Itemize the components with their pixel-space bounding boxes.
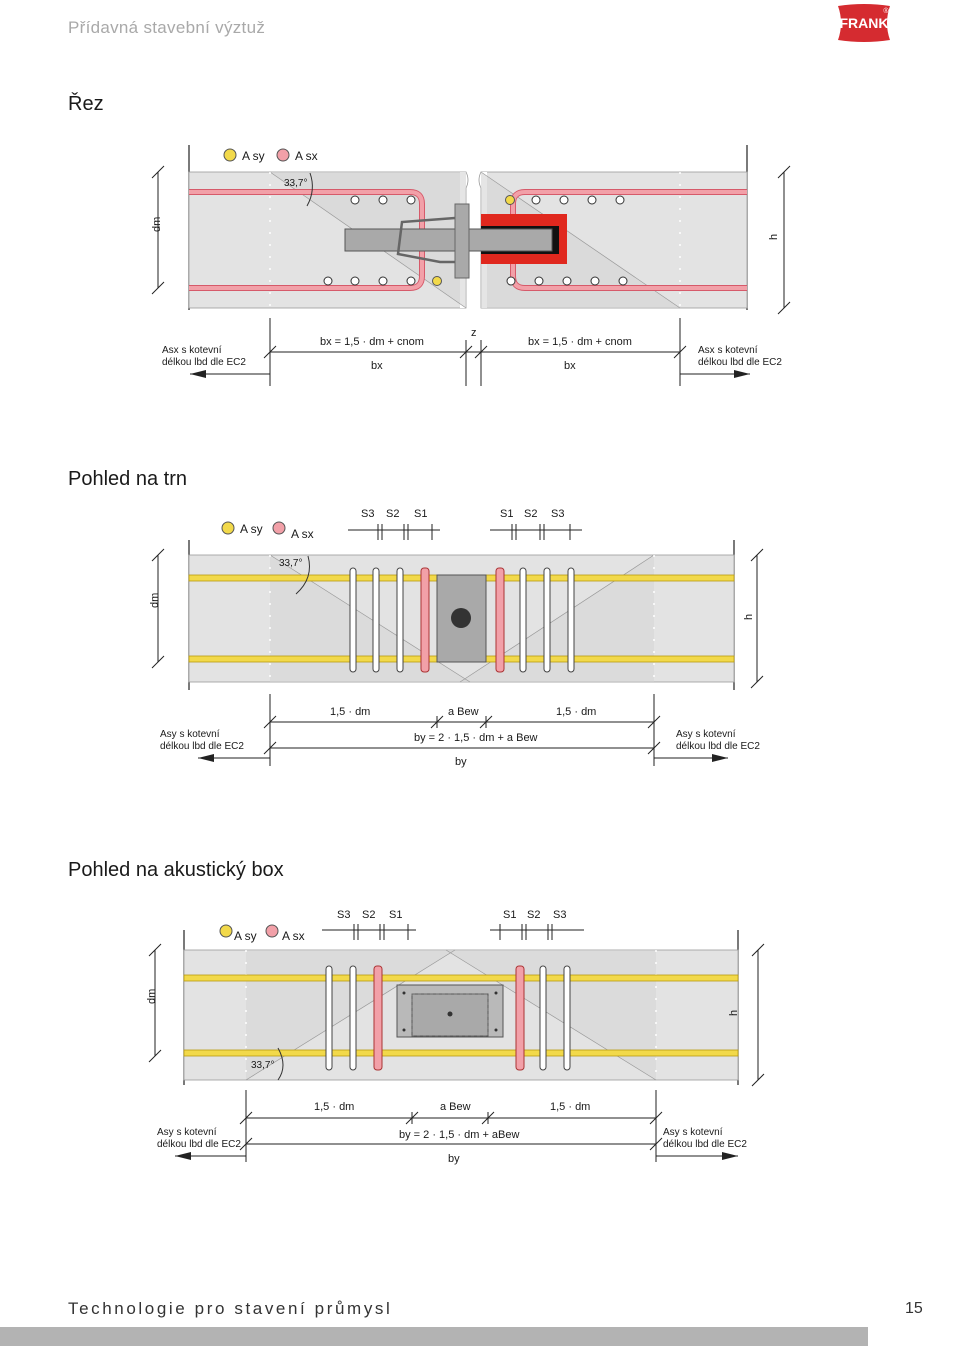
- dim-center: a Bew: [440, 1101, 471, 1113]
- section-title-akusticky-box: Pohled na akustický box: [68, 859, 284, 881]
- asy-bar-top: [184, 975, 738, 981]
- legend-asy: A sy: [242, 149, 265, 163]
- s1-right: S1: [500, 508, 514, 520]
- bx-formula-right: bx = 1,5 · dm + cnom: [528, 336, 632, 348]
- h-label: h: [768, 233, 780, 240]
- s2-right: S2: [527, 909, 541, 921]
- legend-asx: A sx: [291, 527, 314, 541]
- section-drawing-akusticky-box: [0, 895, 960, 1175]
- anchor-left-line2: délkou lbd dle EC2: [160, 741, 244, 752]
- dim-right: 1,5 · dm: [556, 706, 597, 718]
- anchor-right-line1: Asx s kotevní: [698, 345, 758, 356]
- dim-right: 1,5 · dm: [550, 1101, 591, 1113]
- dm-label: dm: [149, 592, 161, 608]
- angle-label: 33,7°: [251, 1060, 275, 1071]
- angle-label: 33,7°: [284, 178, 308, 189]
- dm-label: dm: [151, 216, 163, 232]
- anchor-right-line2: délkou lbd dle EC2: [676, 741, 760, 752]
- footer-bar: [0, 1327, 868, 1346]
- dowel-hole: [451, 608, 471, 628]
- by-formula: by = 2 · 1,5 · dm + aBew: [399, 1129, 520, 1141]
- anchor-right-line1: Asy s kotevní: [676, 729, 736, 740]
- h-label: h: [728, 1009, 740, 1016]
- dim-left: 1,5 · dm: [314, 1101, 355, 1113]
- logo-text: FRANK: [839, 15, 889, 31]
- page-number: 15: [905, 1300, 923, 1317]
- asy-legend-icon: [222, 522, 234, 534]
- legend-asy: A sy: [234, 929, 257, 943]
- dim-center: a Bew: [448, 706, 479, 718]
- dowel-bar: [345, 229, 552, 251]
- asy-legend-icon: [224, 149, 236, 161]
- dm-label: dm: [146, 988, 158, 1004]
- footer-text: Technologie pro stavení průmysl: [68, 1299, 393, 1318]
- s3-right: S3: [553, 909, 567, 921]
- h-label: h: [743, 613, 755, 620]
- by-formula: by = 2 · 1,5 · dm + a Bew: [414, 732, 538, 744]
- asx-legend-icon: [266, 925, 278, 937]
- anchor-left-line1: Asx s kotevní: [162, 345, 222, 356]
- anchor-left-line1: Asy s kotevní: [157, 1127, 217, 1138]
- by-label: by: [455, 756, 467, 768]
- legend-asy: A sy: [240, 522, 263, 536]
- bx-formula-left: bx = 1,5 · dm + cnom: [320, 336, 424, 348]
- asx-legend-icon: [277, 149, 289, 161]
- anchor-left-line2: délkou lbd dle EC2: [157, 1139, 241, 1150]
- s1-left: S1: [414, 508, 428, 520]
- section-drawing-pohled-trn: [0, 500, 960, 780]
- z-label: z: [471, 327, 477, 339]
- anchor-right-line2: délkou lbd dle EC2: [663, 1139, 747, 1150]
- s2-left: S2: [362, 909, 376, 921]
- s3-left: S3: [361, 508, 375, 520]
- bx-label-right: bx: [564, 360, 576, 372]
- angle-label: 33,7°: [279, 558, 303, 569]
- section-title-pohled-trn: Pohled na trn: [68, 468, 187, 490]
- by-label: by: [448, 1153, 460, 1165]
- frank-logo: [834, 2, 894, 44]
- s2-left: S2: [386, 508, 400, 520]
- asy-bar-bottom: [184, 1050, 738, 1056]
- anchor-right-line1: Asy s kotevní: [663, 1127, 723, 1138]
- dim-left: 1,5 · dm: [330, 706, 371, 718]
- section-title-rez: Řez: [68, 93, 104, 115]
- s3-left: S3: [337, 909, 351, 921]
- s1-right: S1: [503, 909, 517, 921]
- section-drawing-rez: [0, 140, 960, 400]
- page-header-title: Přídavná stavební výztuž: [68, 18, 266, 37]
- s2-right: S2: [524, 508, 538, 520]
- s1-left: S1: [389, 909, 403, 921]
- asy-legend-icon: [220, 925, 232, 937]
- legend-asx: A sx: [295, 149, 318, 163]
- asx-legend-icon: [273, 522, 285, 534]
- anchor-left-line1: Asy s kotevní: [160, 729, 220, 740]
- bx-label-left: bx: [371, 360, 383, 372]
- anchor-right-line2: délkou lbd dle EC2: [698, 357, 782, 368]
- legend-asx: A sx: [282, 929, 305, 943]
- anchor-left-line2: délkou lbd dle EC2: [162, 357, 246, 368]
- s3-right: S3: [551, 508, 565, 520]
- logo-mark: ®: [883, 8, 889, 15]
